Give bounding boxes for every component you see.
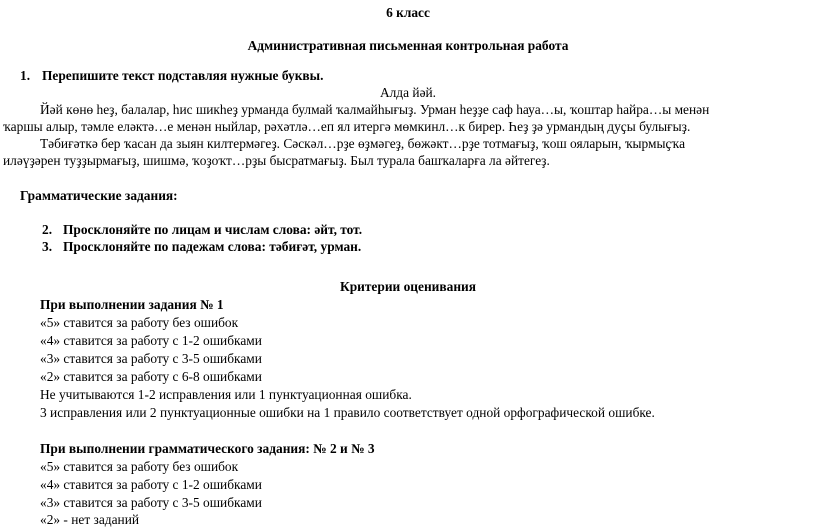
- criteria-grammar-item: «5» ставится за работу без ошибок: [40, 459, 239, 474]
- criteria-grammar-item: «2» - нет заданий: [40, 512, 140, 527]
- task1-number: 1.: [20, 68, 31, 83]
- paragraph2-line1: Тәбиғәткә бер ҡасан да зыян килтермәгеҙ. Сәскәл…рҙе өҙмәгеҙ, бөжәкт…рҙе тотмағыҙ, ҡош ояларын, ҡырмыҫҡа: [40, 136, 686, 151]
- paragraph1-line1: Йәй көнө һеҙ, балалар, һис шикһеҙ урманда булмай ҡалмайһығыҙ. Урман һеҙҙе саф һауа…ы, ҡоштар һайра…ы менән: [40, 102, 710, 117]
- criteria-task1-item: «3» ставится за работу с 3-5 ошибками: [40, 351, 262, 366]
- task3-text: Просклоняйте по падежам слова: тәбиғәт, урман.: [63, 239, 362, 254]
- grammar-heading: Грамматические задания:: [20, 188, 178, 203]
- criteria-grammar-item: «3» ставится за работу с 3-5 ошибками: [40, 495, 262, 510]
- criteria-task1-item: Не учитываются 1-2 исправления или 1 пунктуационная ошибка.: [40, 387, 412, 402]
- text-title: Алда йәй.: [379, 85, 437, 100]
- paragraph1-line2: ҡаршы алыр, тәмле еләктә…е менән ныйлар, рәхәтлә…еп ял итергә мөмкинл…к бирер. Һеҙ ҙә урмандың дуҫы булығыҙ.: [3, 119, 691, 134]
- criteria-task1-item: «4» ставится за работу с 1-2 ошибками: [40, 333, 262, 348]
- task3-number: 3.: [42, 239, 53, 254]
- task2-text: Просклоняйте по лицам и числам слова: әйт, тот.: [63, 222, 363, 237]
- criteria-task1-item: «5» ставится за работу без ошибок: [40, 315, 239, 330]
- criteria-task1-item: 3 исправления или 2 пунктуационные ошибки на 1 правило соответствует одной орфографической ошибке.: [40, 405, 655, 420]
- criteria-task1-heading: При выполнении задания № 1: [40, 297, 224, 312]
- task1-heading: Перепишите текст подставляя нужные буквы.: [42, 68, 324, 83]
- document-title: Административная письменная контрольная работа: [247, 38, 569, 53]
- task2-number: 2.: [42, 222, 53, 237]
- criteria-grammar-item: «4» ставится за работу с 1-2 ошибками: [40, 477, 262, 492]
- grade-label: 6 класс: [386, 5, 430, 20]
- paragraph2-line2: иләүҙәрен туҙҙырмағыҙ, шишмә, ҡоҙоҡт…рҙы бысратмағыҙ. Был турала башҡаларға ла әйтегеҙ.: [3, 153, 550, 168]
- criteria-heading: Критерии оценивания: [339, 279, 476, 294]
- criteria-task1-item: «2» ставится за работу с 6-8 ошибками: [40, 369, 262, 384]
- criteria-grammar-heading: При выполнении грамматического задания: № 2 и № 3: [40, 441, 375, 456]
